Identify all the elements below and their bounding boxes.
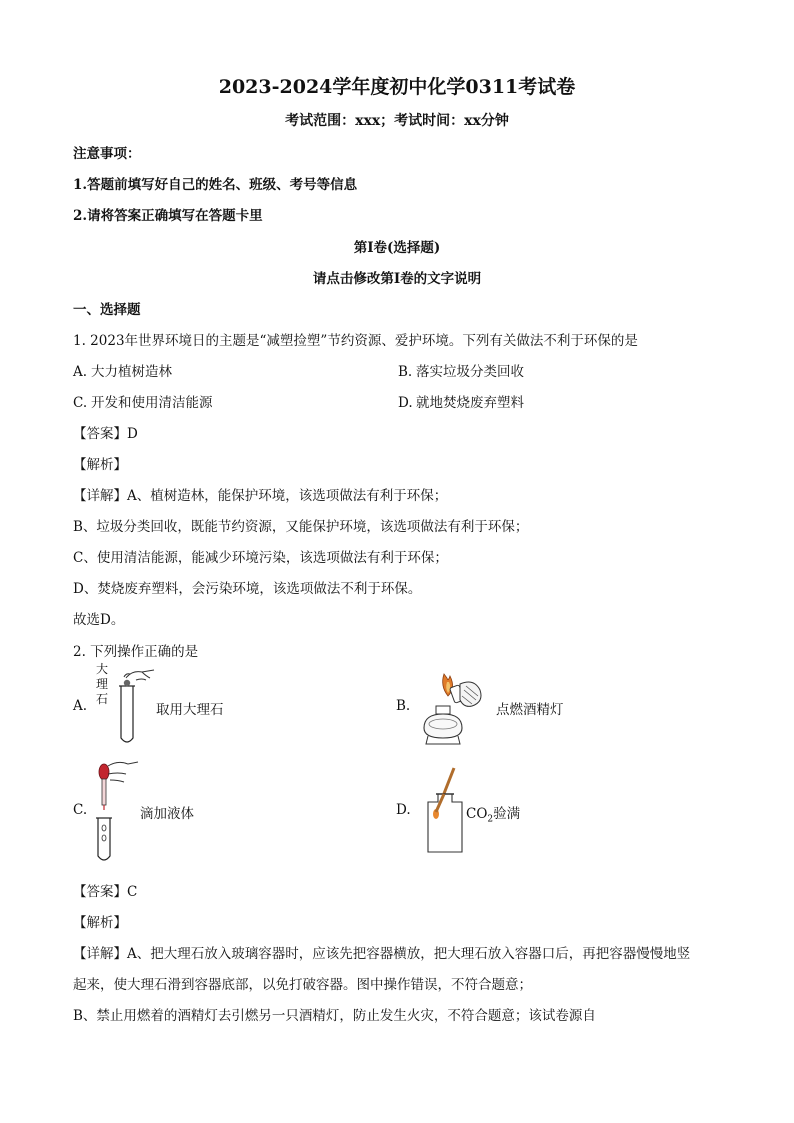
q2-option-b-key: B. <box>396 698 411 714</box>
q2-detail-1: 【详解】A、把大理石放入玻璃容器时，应该先把容器横放，把大理石放入容器口后，再把容器慢慢地竖 <box>73 946 691 962</box>
q2-detail-3: B、禁止用燃着的酒精灯去引燃另一只酒精灯，防止发生火灾，不符合题意；该试卷源自 <box>73 1008 596 1024</box>
q1-analysis: 【解析】 <box>73 457 127 473</box>
q2-stem: 2. 下列操作正确的是 <box>73 644 199 660</box>
note-item-1: 1.答题前填写好自己的姓名、班级、考号等信息 <box>73 177 358 193</box>
part-heading: 一、选择题 <box>73 302 141 318</box>
q1-option-b: B. 落实垃圾分类回收 <box>398 364 524 380</box>
note-item-2: 2.请将答案正确填写在答题卡里 <box>73 208 263 224</box>
co2-subscript: 2 <box>487 814 494 825</box>
q1-detail-1: 【详解】A、植树造林，能保护环境，该选项做法有利于环保； <box>73 488 448 504</box>
q1-detail-3: C、使用清洁能源，能减少环境污染，该选项做法有利于环保； <box>73 550 448 566</box>
q1-option-a: A. 大力植树造林 <box>73 364 172 380</box>
page-title: 2023-2024学年度初中化学0311考试卷 <box>218 76 576 98</box>
volume-title: 第I卷(选择题) <box>353 240 441 256</box>
q2-option-a-key: A. <box>73 698 88 714</box>
q2-option-c-key: C. <box>73 802 88 818</box>
q1-option-d: D. 就地焚烧废弃塑料 <box>398 395 524 411</box>
marble-label: 大理石 <box>96 662 109 706</box>
q1-option-c: C. 开发和使用清洁能源 <box>73 395 213 411</box>
co2-formula: CO <box>466 806 488 822</box>
q2-option-c-label: 滴加液体 <box>140 806 194 822</box>
q2-option-d-label: $CO_2$验满 <box>466 806 521 825</box>
alcohol-lamp-figure <box>414 664 496 750</box>
q2-option-b-label: 点燃酒精灯 <box>496 702 564 718</box>
q2-analysis: 【解析】 <box>73 915 127 931</box>
gas-bottle-figure <box>424 764 466 854</box>
q2-option-d-key: D. <box>396 802 411 818</box>
q2-detail-2: 起来，使大理石滑到容器底部，以免打破容器。图中操作错误，不符合题意； <box>73 977 532 993</box>
q1-detail-4: D、焚烧废弃塑料，会污染环境，该选项做法不利于环保。 <box>73 581 422 597</box>
q1-detail-5: 故选D。 <box>73 612 125 628</box>
notes-heading: 注意事项： <box>73 146 141 162</box>
q1-answer: 【答案】D <box>73 426 138 442</box>
marble-test-tube-figure <box>112 662 156 748</box>
q2-option-a-label: 取用大理石 <box>156 702 224 718</box>
volume-hint: 请点击修改第I卷的文字说明 <box>312 271 482 287</box>
q1-stem: 1. 2023年世界环境日的主题是“减塑捡塑”节约资源、爱护环境。下列有关做法不利于环保的是 <box>73 333 638 349</box>
q1-detail-2: B、垃圾分类回收，既能节约资源，又能保护环境，该选项做法有利于环保； <box>73 519 529 535</box>
exam-info: 考试范围：xxx；考试时间：xx分钟 <box>285 113 509 129</box>
q2-answer: 【答案】C <box>73 884 138 900</box>
dropper-test-tube-figure <box>92 756 140 864</box>
